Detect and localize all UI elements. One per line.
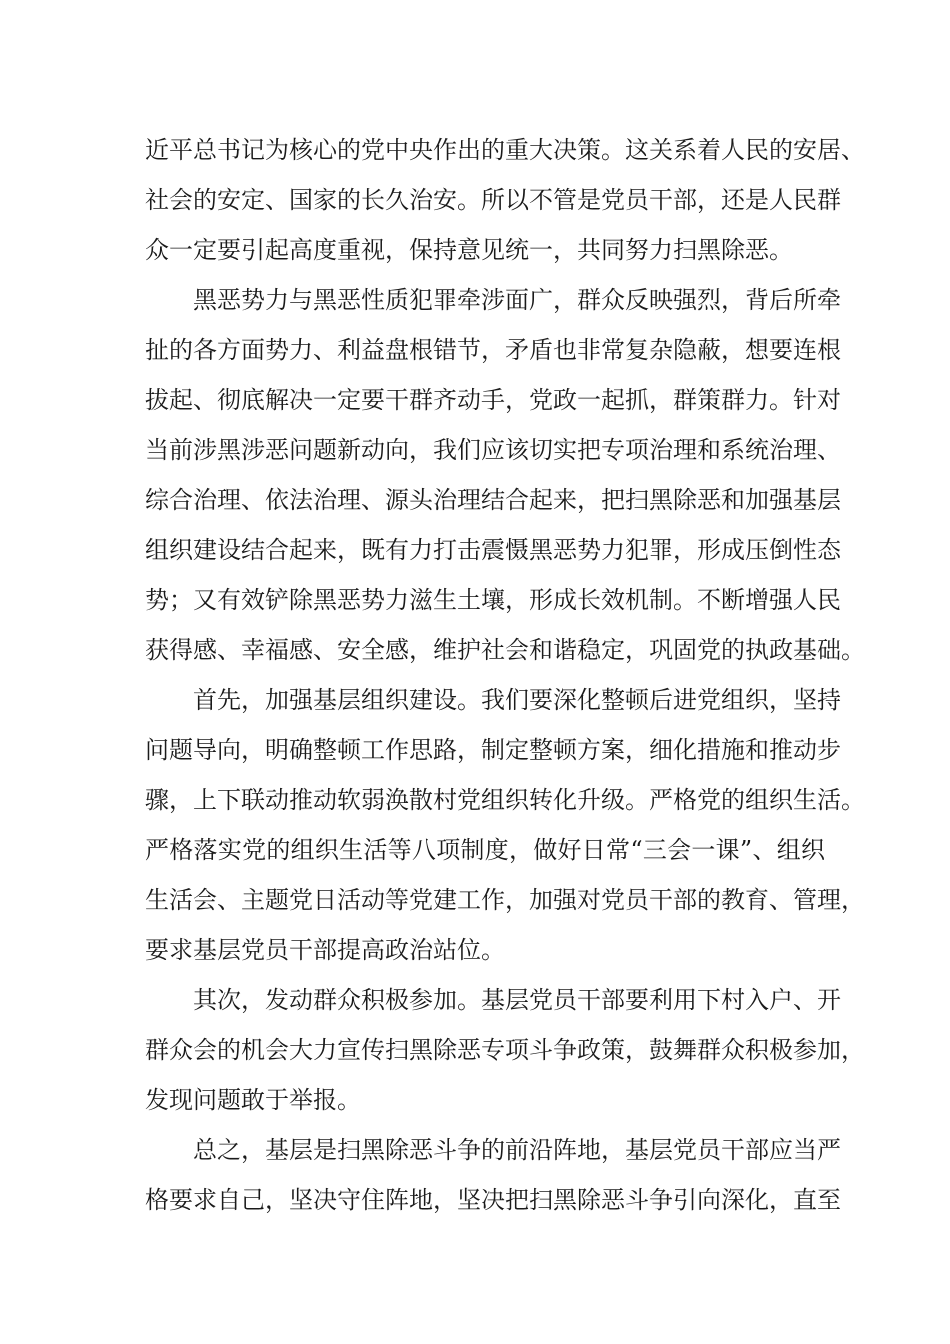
text-line: 问题导向，明确整顿工作思路，制定整顿方案，细化措施和推动步 [145,736,841,764]
text-line: 势；又有效铲除黑恶势力滋生土壤，形成长效机制。不断增强人民 [145,586,841,614]
text-line: 综合治理、依法治理、源头治理结合起来，把扫黑除恶和加强基层 [145,486,841,514]
text-line: 骤，上下联动推动软弱涣散村党组织转化升级。严格党的组织生活。 [145,786,865,814]
text-line: 社会的安定、国家的长久治安。所以不管是党员干部，还是人民群 [145,186,841,214]
text-line: 群众会的机会大力宣传扫黑除恶专项斗争政策，鼓舞群众积极参加， [145,1036,865,1064]
text-line: 扯的各方面势力、利益盘根错节，矛盾也非常复杂隐蔽，想要连根 [145,336,841,364]
text-line: 严格落实党的组织生活等八项制度，做好日常“三会一课”、组织 [145,836,825,864]
paragraph-first-line: 总之，基层是扫黑除恶斗争的前沿阵地，基层党员干部应当严 [193,1136,841,1164]
text-line: 当前涉黑涉恶问题新动向，我们应该切实把专项治理和系统治理、 [145,436,841,464]
text-line: 要求基层党员干部提高政治站位。 [145,936,505,964]
paragraph-first-line: 首先，加强基层组织建设。我们要深化整顿后进党组织，坚持 [193,686,841,714]
text-line: 生活会、主题党日活动等党建工作，加强对党员干部的教育、管理， [145,886,865,914]
text-line: 格要求自己，坚决守住阵地，坚决把扫黑除恶斗争引向深化，直至 [145,1186,841,1214]
text-line: 拔起、彻底解决一定要干群齐动手，党政一起抓，群策群力。针对 [145,386,841,414]
text-line: 发现问题敢于举报。 [145,1086,361,1114]
text-line: 众一定要引起高度重视，保持意见统一，共同努力扫黑除恶。 [145,236,793,264]
text-line: 组织建设结合起来，既有力打击震慑黑恶势力犯罪，形成压倒性态 [145,536,841,564]
paragraph-first-line: 黑恶势力与黑恶性质犯罪牵涉面广，群众反映强烈，背后所牵 [193,286,841,314]
paragraph-first-line: 其次，发动群众积极参加。基层党员干部要利用下村入户、开 [193,986,841,1014]
text-line: 获得感、幸福感、安全感，维护社会和谐稳定，巩固党的执政基础。 [145,636,865,664]
text-line: 近平总书记为核心的党中央作出的重大决策。这关系着人民的安居、 [145,136,865,164]
